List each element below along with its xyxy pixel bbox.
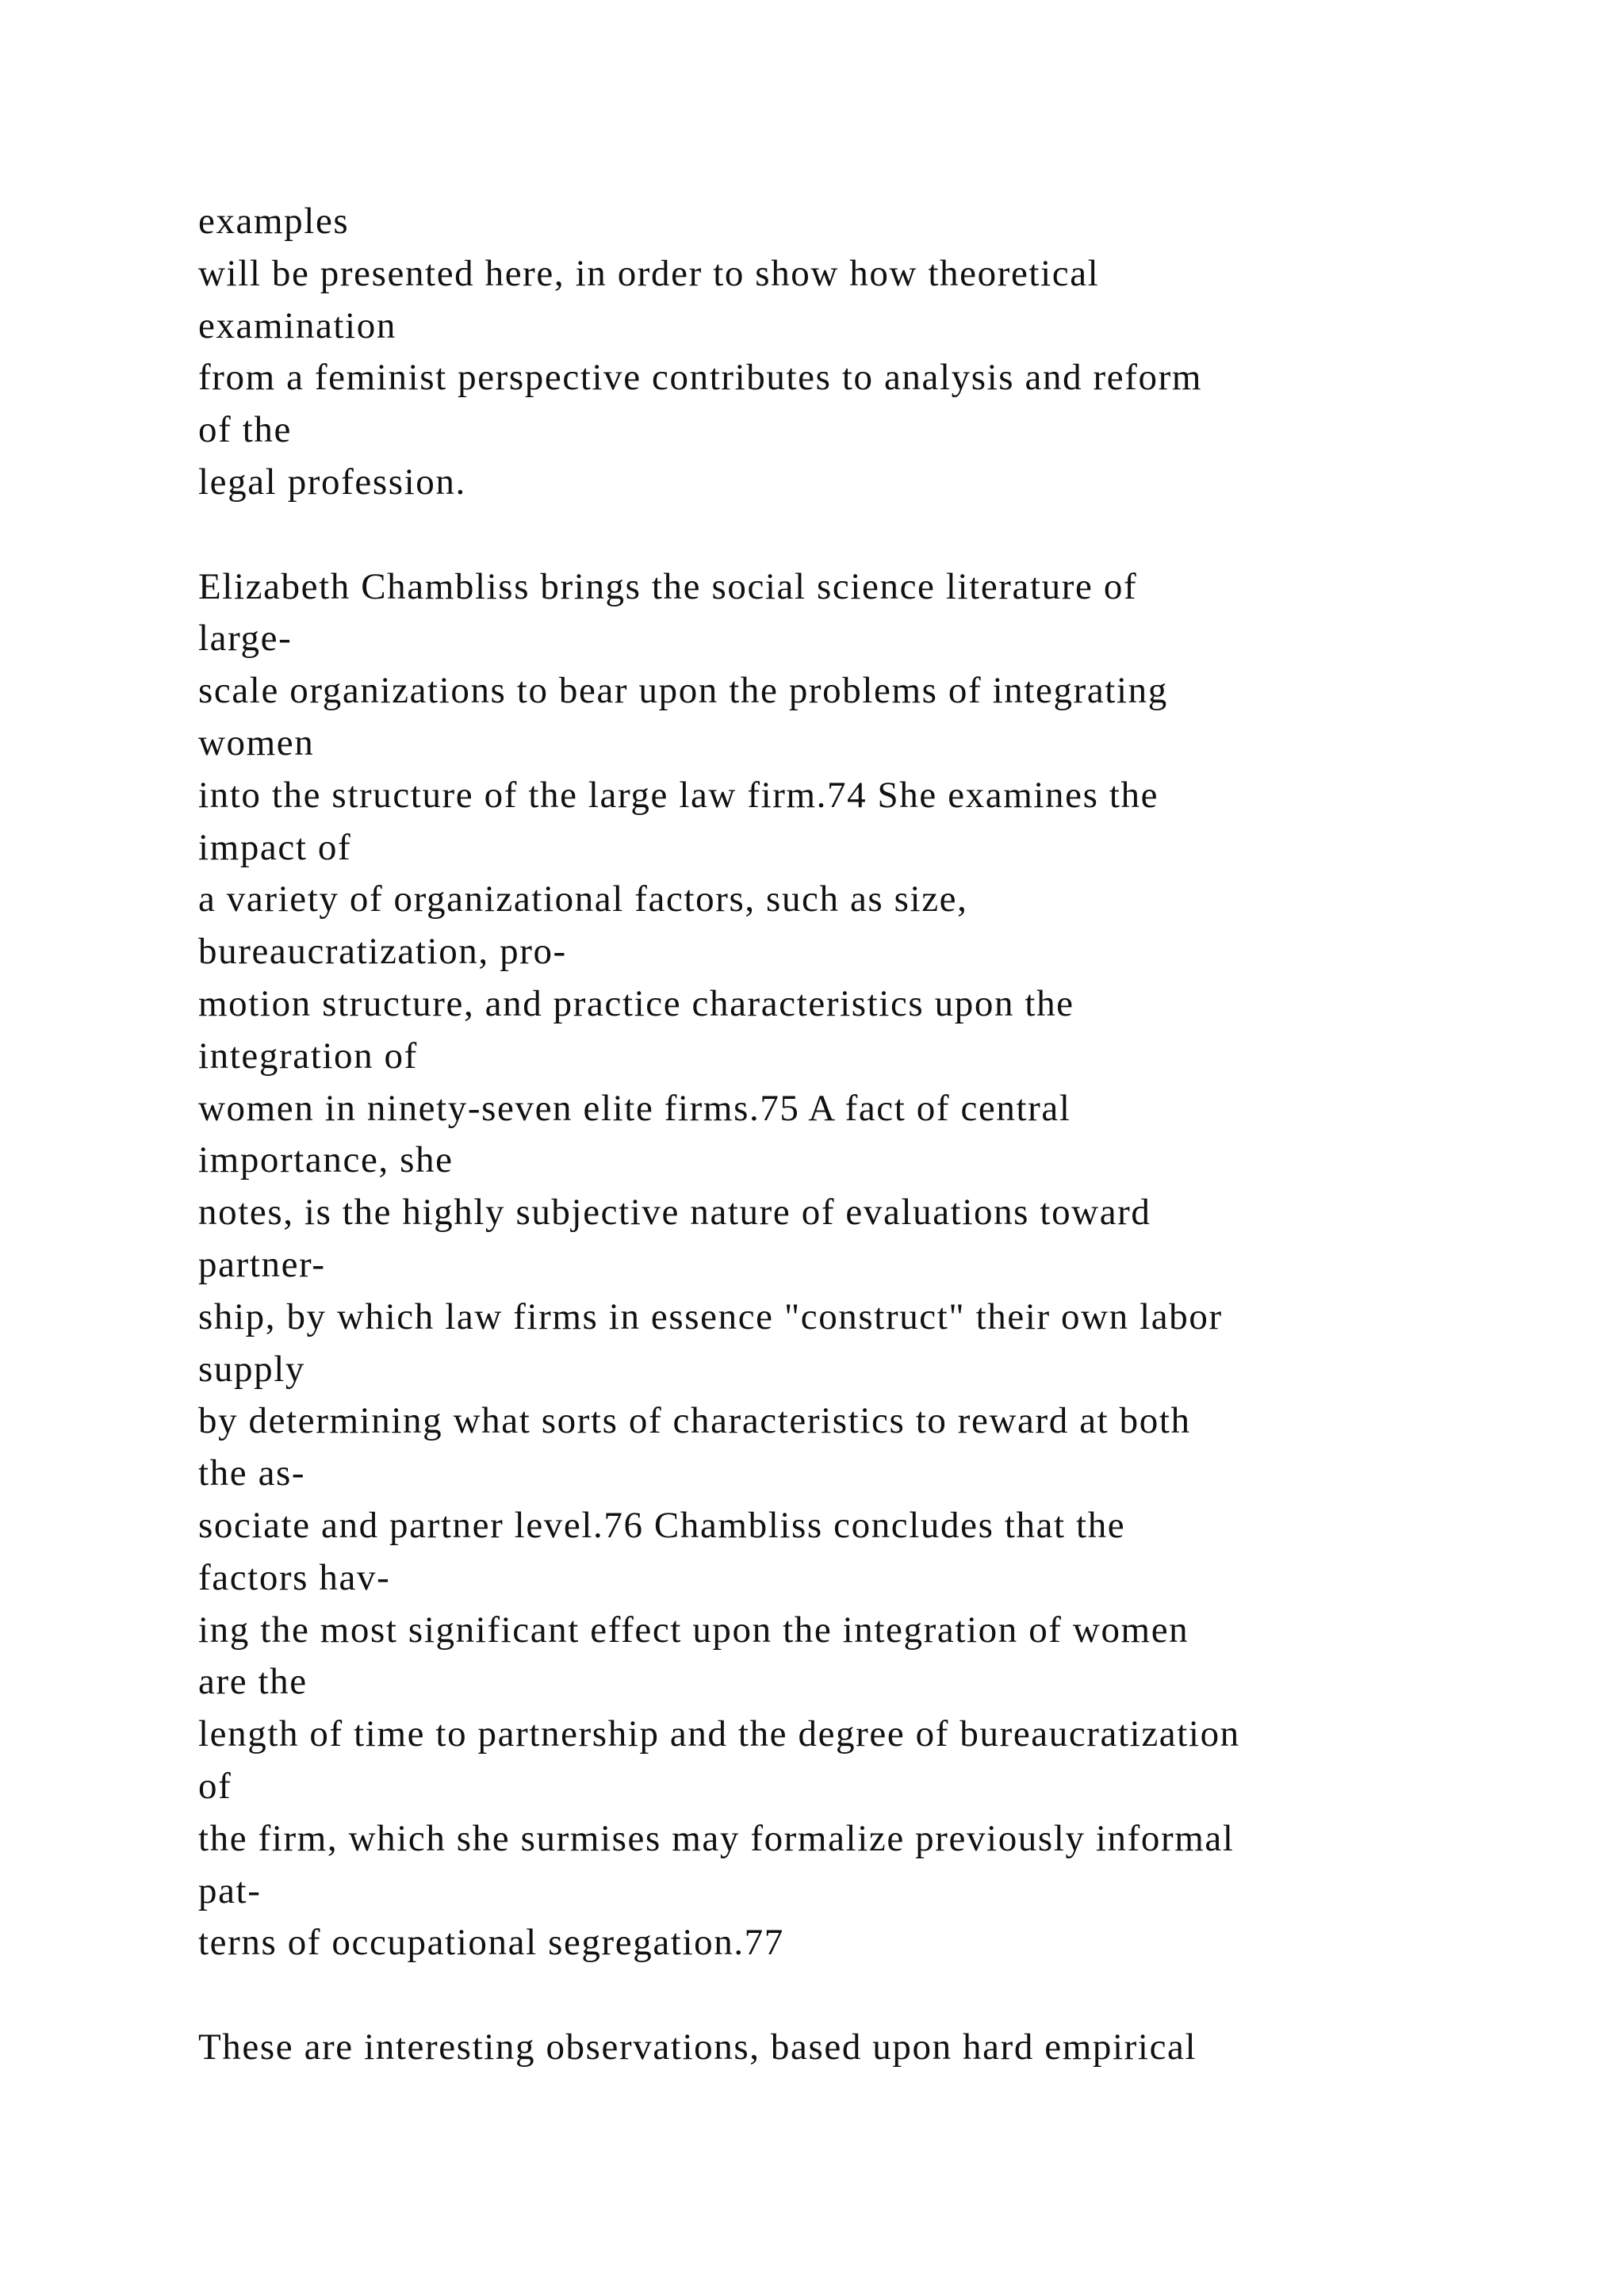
text-line: motion structure, and practice characteristics upon the [198,982,1074,1024]
text-line: bureaucratization, pro- [198,931,567,973]
text-line: a variety of organizational factors, such as size, [198,878,968,920]
text-line: impact of [198,826,352,868]
paragraph-3 [198,2022,1562,2074]
text-line: partner- [198,1243,326,1285]
text-line: of [198,1765,232,1807]
text-line: sociate and partner level.76 Chambliss concludes that the [198,1504,1126,1546]
text-line: examination [198,304,396,346]
text-line: factors hav- [198,1556,391,1598]
paragraph-1 [198,196,1562,509]
paragraph-spacer [198,1969,1562,2022]
text-line: women [198,721,315,763]
text-line: These are interesting observations, based upon hard empirical [198,2026,1197,2068]
text-line: are the [198,1661,308,1703]
text-line: importance, she [198,1139,454,1181]
text-line: length of time to partnership and the degree of bureaucratization [198,1713,1240,1755]
text-line: women in ninety-seven elite firms.75 A fact of central [198,1087,1071,1129]
text-line: the as- [198,1452,306,1494]
text-line: from a feminist perspective contributes to analysis and reform [198,357,1203,399]
text-line: notes, is the highly subjective nature of evaluations toward [198,1192,1151,1234]
text-line: ing the most significant effect upon the integration of women [198,1609,1189,1651]
text-line: large- [198,618,293,660]
text-line: ship, by which law firms in essence "construct" their own labor [198,1295,1223,1337]
text-line: into the structure of the large law firm.74 She examines the [198,774,1159,816]
text-line: legal profession. [198,461,466,503]
paragraph-spacer [198,509,1562,561]
text-line: by determining what sorts of characteristics to reward at both [198,1400,1191,1442]
text-line: of the [198,409,292,451]
text-line: the firm, which she surmises may formalize previously informal [198,1817,1235,1859]
text-line: terns of occupational segregation.77 [198,1922,784,1964]
text-line: integration of [198,1035,418,1077]
text-line: supply [198,1348,305,1390]
body-text [198,196,1562,2074]
text-line: Elizabeth Chambliss brings the social science literature of [198,565,1138,607]
text-line: scale organizations to bear upon the problems of integrating [198,670,1168,712]
text-line: will be presented here, in order to show how theoretical [198,252,1100,294]
text-line: pat- [198,1869,262,1911]
paragraph-2 [198,561,1562,1970]
text-line: examples [198,201,350,242]
